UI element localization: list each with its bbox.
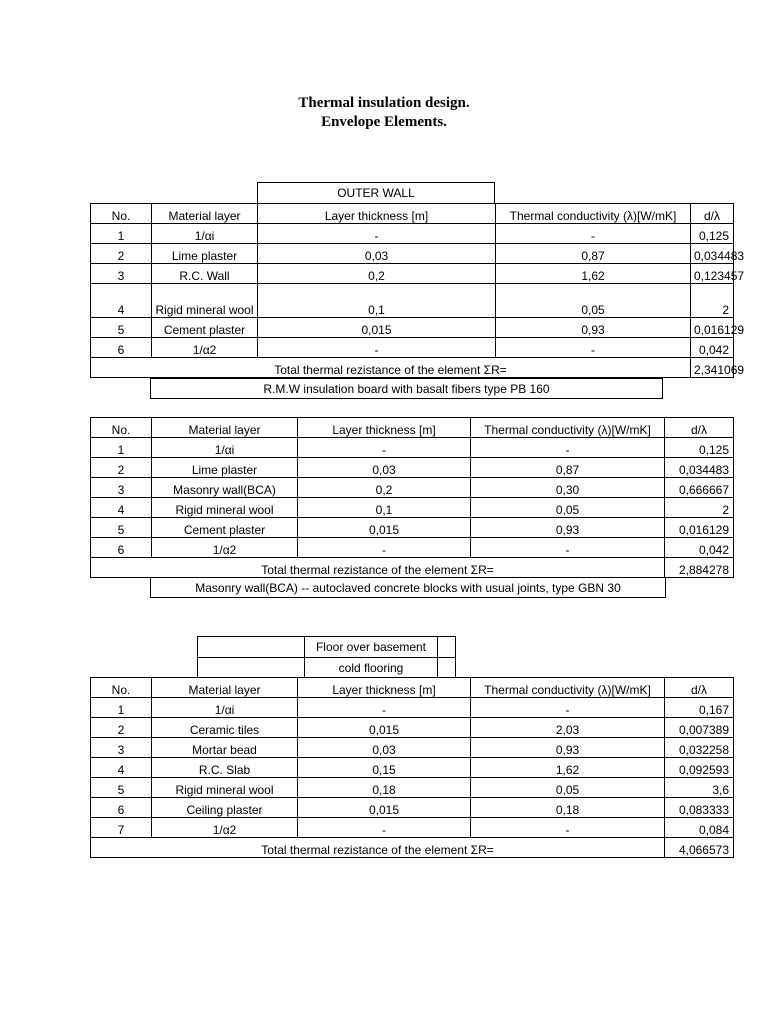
cell-material: Masonry wall(BCA) <box>152 478 298 498</box>
cell-conductivity: - <box>496 224 691 244</box>
header-conductivity: Thermal conductivity (λ)[W/mK] <box>471 678 665 698</box>
cell-dl: 0,125 <box>665 438 734 458</box>
floor-caption-table <box>197 636 456 678</box>
cell-thickness: 0,015 <box>298 718 471 738</box>
document-title-line2: Envelope Elements. <box>321 114 447 130</box>
cell-no: 6 <box>91 538 152 558</box>
cell-thickness: 0,03 <box>298 458 471 478</box>
cell-thickness: - <box>258 224 496 244</box>
total-row <box>91 838 734 858</box>
header-material: Material layer <box>152 678 298 698</box>
cell-dl: 2 <box>665 498 734 518</box>
cell-material: R.C. Wall <box>152 264 258 284</box>
document-title-line1: Thermal insulation design. <box>298 95 470 111</box>
cell-dl: 0,032258 <box>665 738 734 758</box>
cell-thickness: - <box>298 438 471 458</box>
cell-no: 3 <box>91 738 152 758</box>
cell-thickness: - <box>258 338 496 358</box>
cell-dl: 0,125 <box>691 224 734 244</box>
cell-no: 4 <box>91 758 152 778</box>
cell-dl: 0,016129 <box>665 518 734 538</box>
cell-conductivity: 2,03 <box>471 718 665 738</box>
cell-conductivity: - <box>471 698 665 718</box>
cell-no: 7 <box>91 818 152 838</box>
cell-material: 1/αi <box>152 438 298 458</box>
total-value: 2,884278 <box>665 558 734 578</box>
cell-thickness: - <box>298 698 471 718</box>
cell-dl: 2 <box>691 284 734 318</box>
cell-conductivity: - <box>471 438 665 458</box>
cell-no: 6 <box>91 338 152 358</box>
cell-material: 1/α2 <box>152 538 298 558</box>
header-dl: d/λ <box>665 418 734 438</box>
cell-dl: 0,666667 <box>665 478 734 498</box>
cell-dl: 0,007389 <box>665 718 734 738</box>
cell-thickness: 0,1 <box>298 498 471 518</box>
header-no: No. <box>91 204 152 224</box>
cell-no: 5 <box>91 518 152 538</box>
table-row <box>91 264 734 284</box>
table-header-row <box>91 204 734 224</box>
cell-no: 2 <box>91 718 152 738</box>
cell-material: R.C. Slab <box>152 758 298 778</box>
cell-conductivity: - <box>496 338 691 358</box>
caption-blank-cell <box>198 658 305 678</box>
table-row <box>91 518 734 538</box>
table-row <box>91 498 734 518</box>
cell-no: 4 <box>91 284 152 318</box>
header-material: Material layer <box>152 418 298 438</box>
floor-table <box>90 677 734 858</box>
table-row <box>91 738 734 758</box>
total-value: 2,341069 <box>691 358 734 378</box>
cell-material: Rigid mineral wool <box>152 284 258 318</box>
header-thickness: Layer thickness [m] <box>298 678 471 698</box>
cell-no: 4 <box>91 498 152 518</box>
floor-caption-1: Floor over basement <box>305 637 438 658</box>
table-header-row <box>91 418 734 438</box>
table-row <box>91 698 734 718</box>
cell-thickness: - <box>298 818 471 838</box>
cell-dl: 0,167 <box>665 698 734 718</box>
header-conductivity: Thermal conductivity (λ)[W/mK] <box>496 204 691 224</box>
cell-material: 1/αi <box>152 224 258 244</box>
total-row <box>91 558 734 578</box>
cell-dl: 0,083333 <box>665 798 734 818</box>
header-thickness: Layer thickness [m] <box>258 204 496 224</box>
cell-dl: 0,034483 <box>665 458 734 478</box>
cell-conductivity: 0,87 <box>496 244 691 264</box>
cell-material: Rigid mineral wool <box>152 778 298 798</box>
cell-thickness: 0,18 <box>298 778 471 798</box>
outer-wall-table <box>90 203 745 378</box>
header-dl: d/λ <box>665 678 734 698</box>
cell-no: 1 <box>91 224 152 244</box>
table-row <box>91 798 734 818</box>
table-row <box>91 718 734 738</box>
cell-no: 2 <box>91 458 152 478</box>
cell-no: 1 <box>91 698 152 718</box>
cell-conductivity: 0,93 <box>471 518 665 538</box>
table-row <box>91 438 734 458</box>
cell-material: Lime plaster <box>152 244 258 264</box>
table-row <box>91 284 734 318</box>
cell-dl: 0,042 <box>665 538 734 558</box>
caption-blank-cell <box>438 658 456 678</box>
total-label: Total thermal rezistance of the element ΣR= <box>91 558 665 578</box>
cell-dl: 0,084 <box>665 818 734 838</box>
cell-thickness: 0,015 <box>298 518 471 538</box>
cell-thickness: 0,2 <box>258 264 496 284</box>
header-material: Material layer <box>152 204 258 224</box>
header-thickness: Layer thickness [m] <box>298 418 471 438</box>
cell-material: Rigid mineral wool <box>152 498 298 518</box>
cell-material: Lime plaster <box>152 458 298 478</box>
cell-thickness: 0,2 <box>298 478 471 498</box>
cell-conductivity: - <box>471 538 665 558</box>
cell-conductivity: 0,05 <box>471 498 665 518</box>
cell-no: 5 <box>91 318 152 338</box>
table-row <box>91 224 734 244</box>
cell-thickness: 0,015 <box>258 318 496 338</box>
cell-no: 5 <box>91 778 152 798</box>
header-dl: d/λ <box>691 204 734 224</box>
masonry-wall-note: Masonry wall(BCA) -- autoclaved concrete blocks with usual joints, type GBN 30 <box>150 577 666 598</box>
header-no: No. <box>91 418 152 438</box>
cell-conductivity: 1,62 <box>496 264 691 284</box>
cell-no: 1 <box>91 438 152 458</box>
cell-conductivity: - <box>471 818 665 838</box>
cell-no: 3 <box>91 478 152 498</box>
cell-dl: 3,6 <box>665 778 734 798</box>
masonry-wall-table <box>90 417 734 578</box>
table-row <box>91 244 734 264</box>
cell-no: 6 <box>91 798 152 818</box>
cell-thickness: 0,15 <box>298 758 471 778</box>
cell-conductivity: 0,87 <box>471 458 665 478</box>
table-row <box>91 458 734 478</box>
cell-thickness: - <box>298 538 471 558</box>
cell-thickness: 0,03 <box>258 244 496 264</box>
caption-blank-cell <box>438 637 456 658</box>
cell-no: 3 <box>91 264 152 284</box>
cell-conductivity: 0,93 <box>471 738 665 758</box>
cell-dl: 0,042 <box>691 338 734 358</box>
cell-material: Mortar bead <box>152 738 298 758</box>
table-row <box>91 778 734 798</box>
table-row <box>91 758 734 778</box>
outer-wall-caption: OUTER WALL <box>257 182 495 204</box>
cell-conductivity: 0,05 <box>471 778 665 798</box>
outer-wall-note: R.M.W insulation board with basalt fibers type PB 160 <box>150 378 663 399</box>
cell-thickness: 0,03 <box>298 738 471 758</box>
total-row <box>91 358 734 378</box>
cell-material: 1/αi <box>152 698 298 718</box>
cell-thickness: 0,1 <box>258 284 496 318</box>
table-header-row <box>91 678 734 698</box>
cell-material: Ceiling plaster <box>152 798 298 818</box>
cell-conductivity: 0,05 <box>496 284 691 318</box>
cell-dl: 0,016129 <box>691 318 734 338</box>
cell-material: Cement plaster <box>152 318 258 338</box>
cell-dl: 0,034483 <box>691 244 734 264</box>
floor-caption-2: cold flooring <box>305 658 438 678</box>
table-row <box>91 478 734 498</box>
caption-blank-cell <box>198 637 305 658</box>
cell-no: 2 <box>91 244 152 264</box>
total-label: Total thermal rezistance of the element ΣR= <box>91 838 665 858</box>
cell-conductivity: 0,30 <box>471 478 665 498</box>
cell-conductivity: 1,62 <box>471 758 665 778</box>
cell-dl: 0,123457 <box>691 264 734 284</box>
header-conductivity: Thermal conductivity (λ)[W/mK] <box>471 418 665 438</box>
cell-dl: 0,092593 <box>665 758 734 778</box>
cell-material: 1/α2 <box>152 338 258 358</box>
table-row <box>91 318 734 338</box>
table-row <box>91 538 734 558</box>
header-no: No. <box>91 678 152 698</box>
cell-thickness: 0,015 <box>298 798 471 818</box>
table-row <box>91 818 734 838</box>
cell-material: Cement plaster <box>152 518 298 538</box>
total-value: 4,066573 <box>665 838 734 858</box>
total-label: Total thermal rezistance of the element ΣR= <box>91 358 691 378</box>
cell-conductivity: 0,18 <box>471 798 665 818</box>
cell-conductivity: 0,93 <box>496 318 691 338</box>
cell-material: Ceramic tiles <box>152 718 298 738</box>
table-row <box>91 338 734 358</box>
cell-material: 1/α2 <box>152 818 298 838</box>
